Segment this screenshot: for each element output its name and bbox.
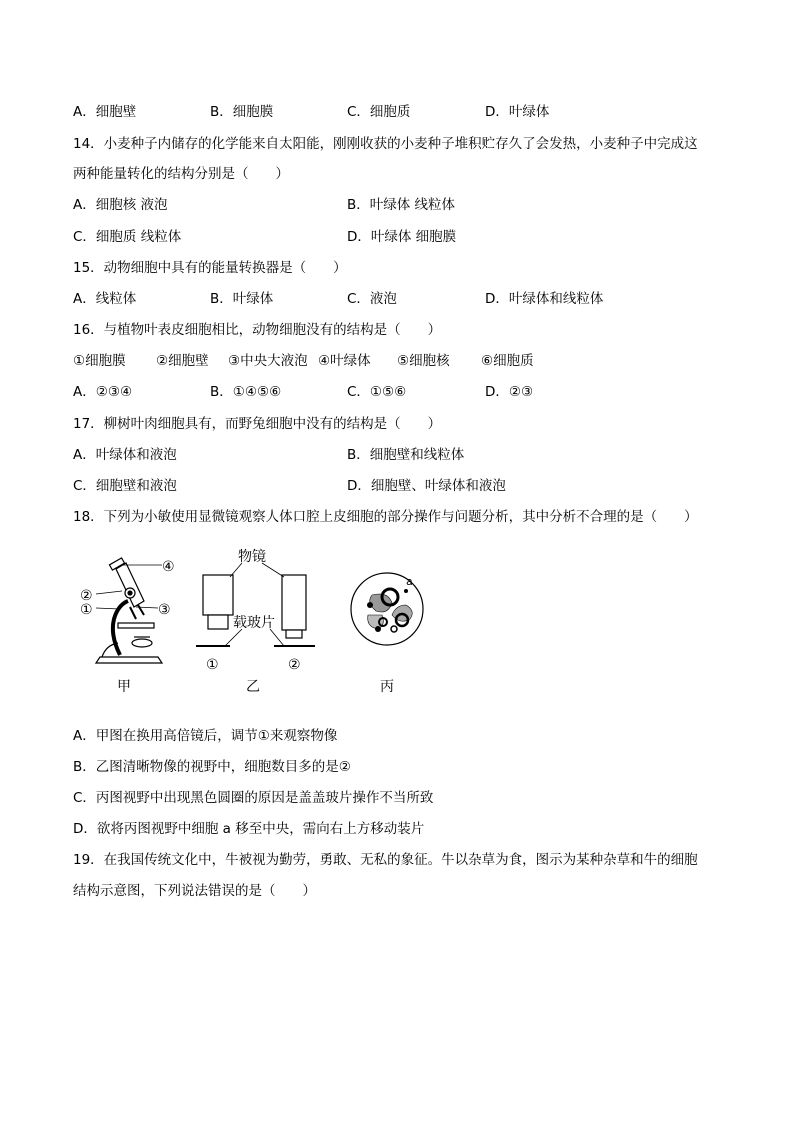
q18-option-b: B．乙图清晰物像的视野中，细胞数目多的是② [73, 759, 351, 775]
q15-option-a: A．线粒体 [73, 291, 137, 307]
q18-option-c: C．丙图视野中出现黑色圆圈的原因是盖盖玻片操作不当所致 [73, 790, 434, 806]
q16-option-a: A．②③④ [73, 384, 133, 400]
q16-item-1: ①细胞膜 [73, 353, 126, 369]
q17-option-a: A．叶绿体和液泡 [73, 447, 177, 463]
q16-option-d: D．②③ [485, 384, 534, 400]
microscope-diagram [96, 558, 162, 663]
objective-num-2: ② [288, 657, 301, 673]
q16-stem: 16．与植物叶表皮细胞相比，动物细胞没有的结构是（ ） [73, 322, 442, 338]
microscope-label-3: ③ [158, 602, 171, 618]
q19-stem-line2: 结构示意图，下列说法错误的是（ ） [73, 883, 316, 899]
q15-stem: 15．动物细胞中具有的能量转换器是（ ） [73, 260, 347, 276]
q15-option-b: B．叶绿体 [210, 291, 274, 307]
q16-option-c: C．①⑤⑥ [347, 384, 407, 400]
figure-caption-jia: 甲 [117, 679, 131, 695]
q17-option-d: D．细胞壁、叶绿体和液泡 [347, 478, 506, 494]
objective-num-1: ① [206, 657, 219, 673]
q16-item-5: ⑤细胞核 [397, 353, 450, 369]
figure-caption-bing: 丙 [380, 679, 394, 695]
q14-stem-line1: 14．小麦种子内储存的化学能来自太阳能，刚刚收获的小麦种子堆积贮存久了会发热，小麦种子中完成这 [73, 136, 698, 152]
q16-item-4: ④叶绿体 [318, 353, 371, 369]
q17-option-c: C．细胞壁和液泡 [73, 478, 177, 494]
q16-item-6: ⑥细胞质 [481, 353, 534, 369]
q15-option-c: C．液泡 [347, 291, 397, 307]
q18-option-a: A．甲图在换用高倍镜后，调节①来观察物像 [73, 728, 338, 744]
q14-option-c: C．细胞质 线粒体 [73, 229, 182, 245]
q19-stem-line1: 19．在我国传统文化中，牛被视为勤劳，勇敢、无私的象征。牛以杂草为食，图示为某种杂草和牛的细胞 [73, 852, 698, 868]
q14-option-b: B．叶绿体 线粒体 [347, 197, 456, 213]
q14-option-a: A．细胞核 液泡 [73, 197, 168, 213]
q13-option-d: D．叶绿体 [485, 104, 550, 120]
q17-option-b: B．细胞壁和线粒体 [347, 447, 465, 463]
slide-label: 载玻片 [233, 615, 275, 631]
q16-item-2: ②细胞壁 [156, 353, 209, 369]
q15-option-d: D．叶绿体和线粒体 [485, 291, 604, 307]
microscope-label-4: ④ [162, 559, 175, 575]
q13-option-c: C．细胞质 [347, 104, 411, 120]
q18-stem: 18．下列为小敏使用显微镜观察人体口腔上皮细胞的部分操作与问题分析，其中分析不合理的是（ ） [73, 509, 698, 525]
microscope-label-1: ① [80, 602, 93, 618]
q14-stem-line2: 两种能量转化的结构分别是（ ） [73, 166, 289, 182]
q16-option-b: B．①④⑤⑥ [210, 384, 282, 400]
q17-stem: 17．柳树叶肉细胞具有，而野兔细胞中没有的结构是（ ） [73, 416, 442, 432]
microscope-label-2: ② [80, 588, 93, 604]
cell-a-label: a [406, 575, 413, 588]
q18-figure [70, 545, 450, 695]
q13-option-a: A．细胞壁 [73, 104, 137, 120]
q16-item-3: ③中央大液泡 [228, 353, 308, 369]
figure-caption-yi: 乙 [246, 679, 260, 695]
objective-diagram [196, 563, 315, 646]
q13-option-b: B．细胞膜 [210, 104, 274, 120]
q14-option-d: D．叶绿体 细胞膜 [347, 229, 457, 245]
q18-option-d: D．欲将丙图视野中细胞 a 移至中央，需向右上方移动装片 [73, 821, 425, 837]
objective-label: 物镜 [238, 549, 266, 565]
